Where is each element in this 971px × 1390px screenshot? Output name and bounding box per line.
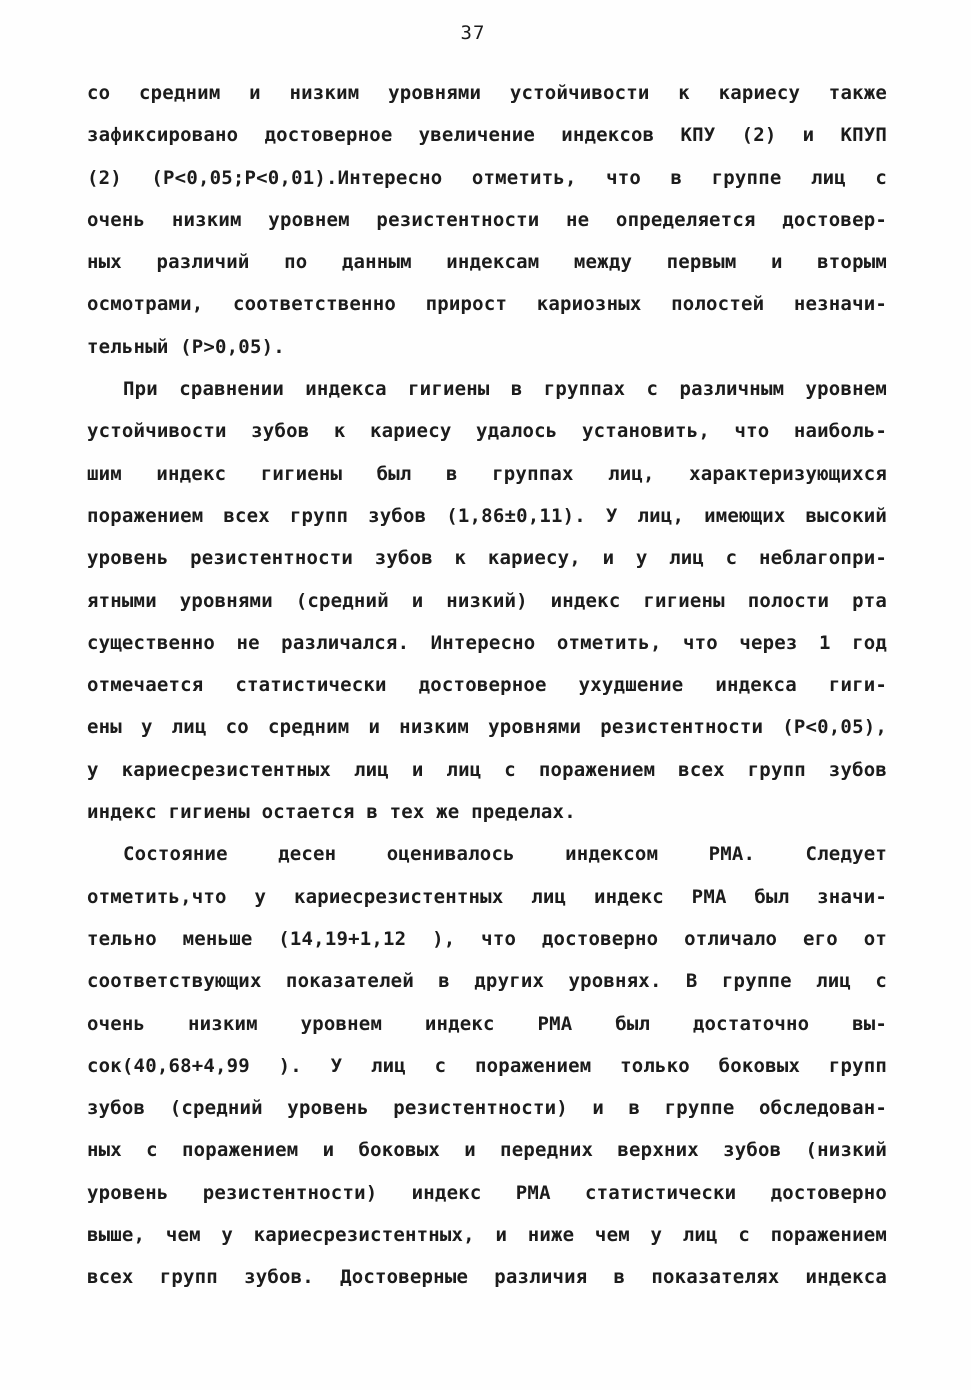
text-line: сок(40,68+4,99 ). У лиц с поражением только боковых групп — [87, 1054, 887, 1077]
text-line: зафиксировано достоверное увеличение индексов КПУ (2) и КПУП — [87, 124, 887, 147]
text-line: очень низким уровнем индекс РМА был достаточно вы- — [87, 1012, 887, 1035]
text-line: тельно меньше (14,19+1,12 ), что достоверно отличало его от — [87, 927, 887, 950]
text-line: поражением всех групп зубов (1,86±0,11). У лиц, имеющих высокий — [87, 504, 887, 527]
text-line: При сравнении индекса гигиены в группах с различным уровнем — [123, 378, 887, 401]
paragraph-1 — [87, 72, 887, 368]
page-number: 37 — [460, 22, 486, 44]
text-line: существенно не различался. Интересно отметить, что через 1 год — [87, 631, 887, 654]
text-line: уровень резистентности зубов к кариесу, и у лиц с неблагопри- — [87, 547, 887, 570]
text-line: всех групп зубов. Достоверные различия в показателях индекса — [87, 1266, 887, 1289]
paragraph-2 — [87, 368, 887, 833]
text-line: отметить,что у кариесрезистентных лиц индекс РМА был значи- — [87, 885, 887, 908]
text-line: тельный (P>0,05). — [87, 335, 285, 358]
text-line: ных различий по данным индексам между первым и вторым — [87, 251, 887, 274]
text-line: устойчивости зубов к кариесу удалось установить, что наиболь- — [87, 420, 887, 443]
text-line: зубов (средний уровень резистентности) и в группе обследован- — [87, 1097, 887, 1120]
text-line: у кариесрезистентных лиц и лиц с поражением всех групп зубов — [87, 758, 887, 781]
text-line: Состояние десен оценивалось индексом РМА. Следует — [123, 843, 887, 866]
text-line: осмотрами, соответственно прирост кариозных полостей незначи- — [87, 293, 887, 316]
text-line: уровень резистентности) индекс РМА статистически достоверно — [87, 1181, 887, 1204]
text-line: выше, чем у кариесрезистентных, и ниже чем у лиц с поражением — [87, 1224, 887, 1247]
text-line: очень низким уровнем резистентности не определяется достовер- — [87, 208, 887, 231]
text-line: индекс гигиены остается в тех же пределах. — [87, 801, 576, 824]
text-line: ены у лиц со средним и низким уровнями резистентности (P<0,05), — [87, 716, 887, 739]
text-line: отмечается статистически достоверное ухудшение индекса гиги- — [87, 674, 887, 697]
text-line: со средним и низким уровнями устойчивости к кариесу также — [87, 82, 887, 104]
paragraph-3 — [87, 833, 887, 1298]
text-line: (2) (P<0,05;P<0,01).Интересно отметить, что в группе лиц с — [87, 166, 887, 189]
text-line: ятными уровнями (средний и низкий) индекс гигиены полости рта — [87, 589, 887, 612]
body-text — [87, 72, 887, 1299]
text-line: шим индекс гигиены был в группах лиц, характеризующихся — [87, 462, 887, 485]
text-line: ных с поражением и боковых и передних верхних зубов (низкий — [87, 1139, 887, 1162]
text-line: соответствующих показателей в других уровнях. В группе лиц с — [87, 970, 887, 993]
